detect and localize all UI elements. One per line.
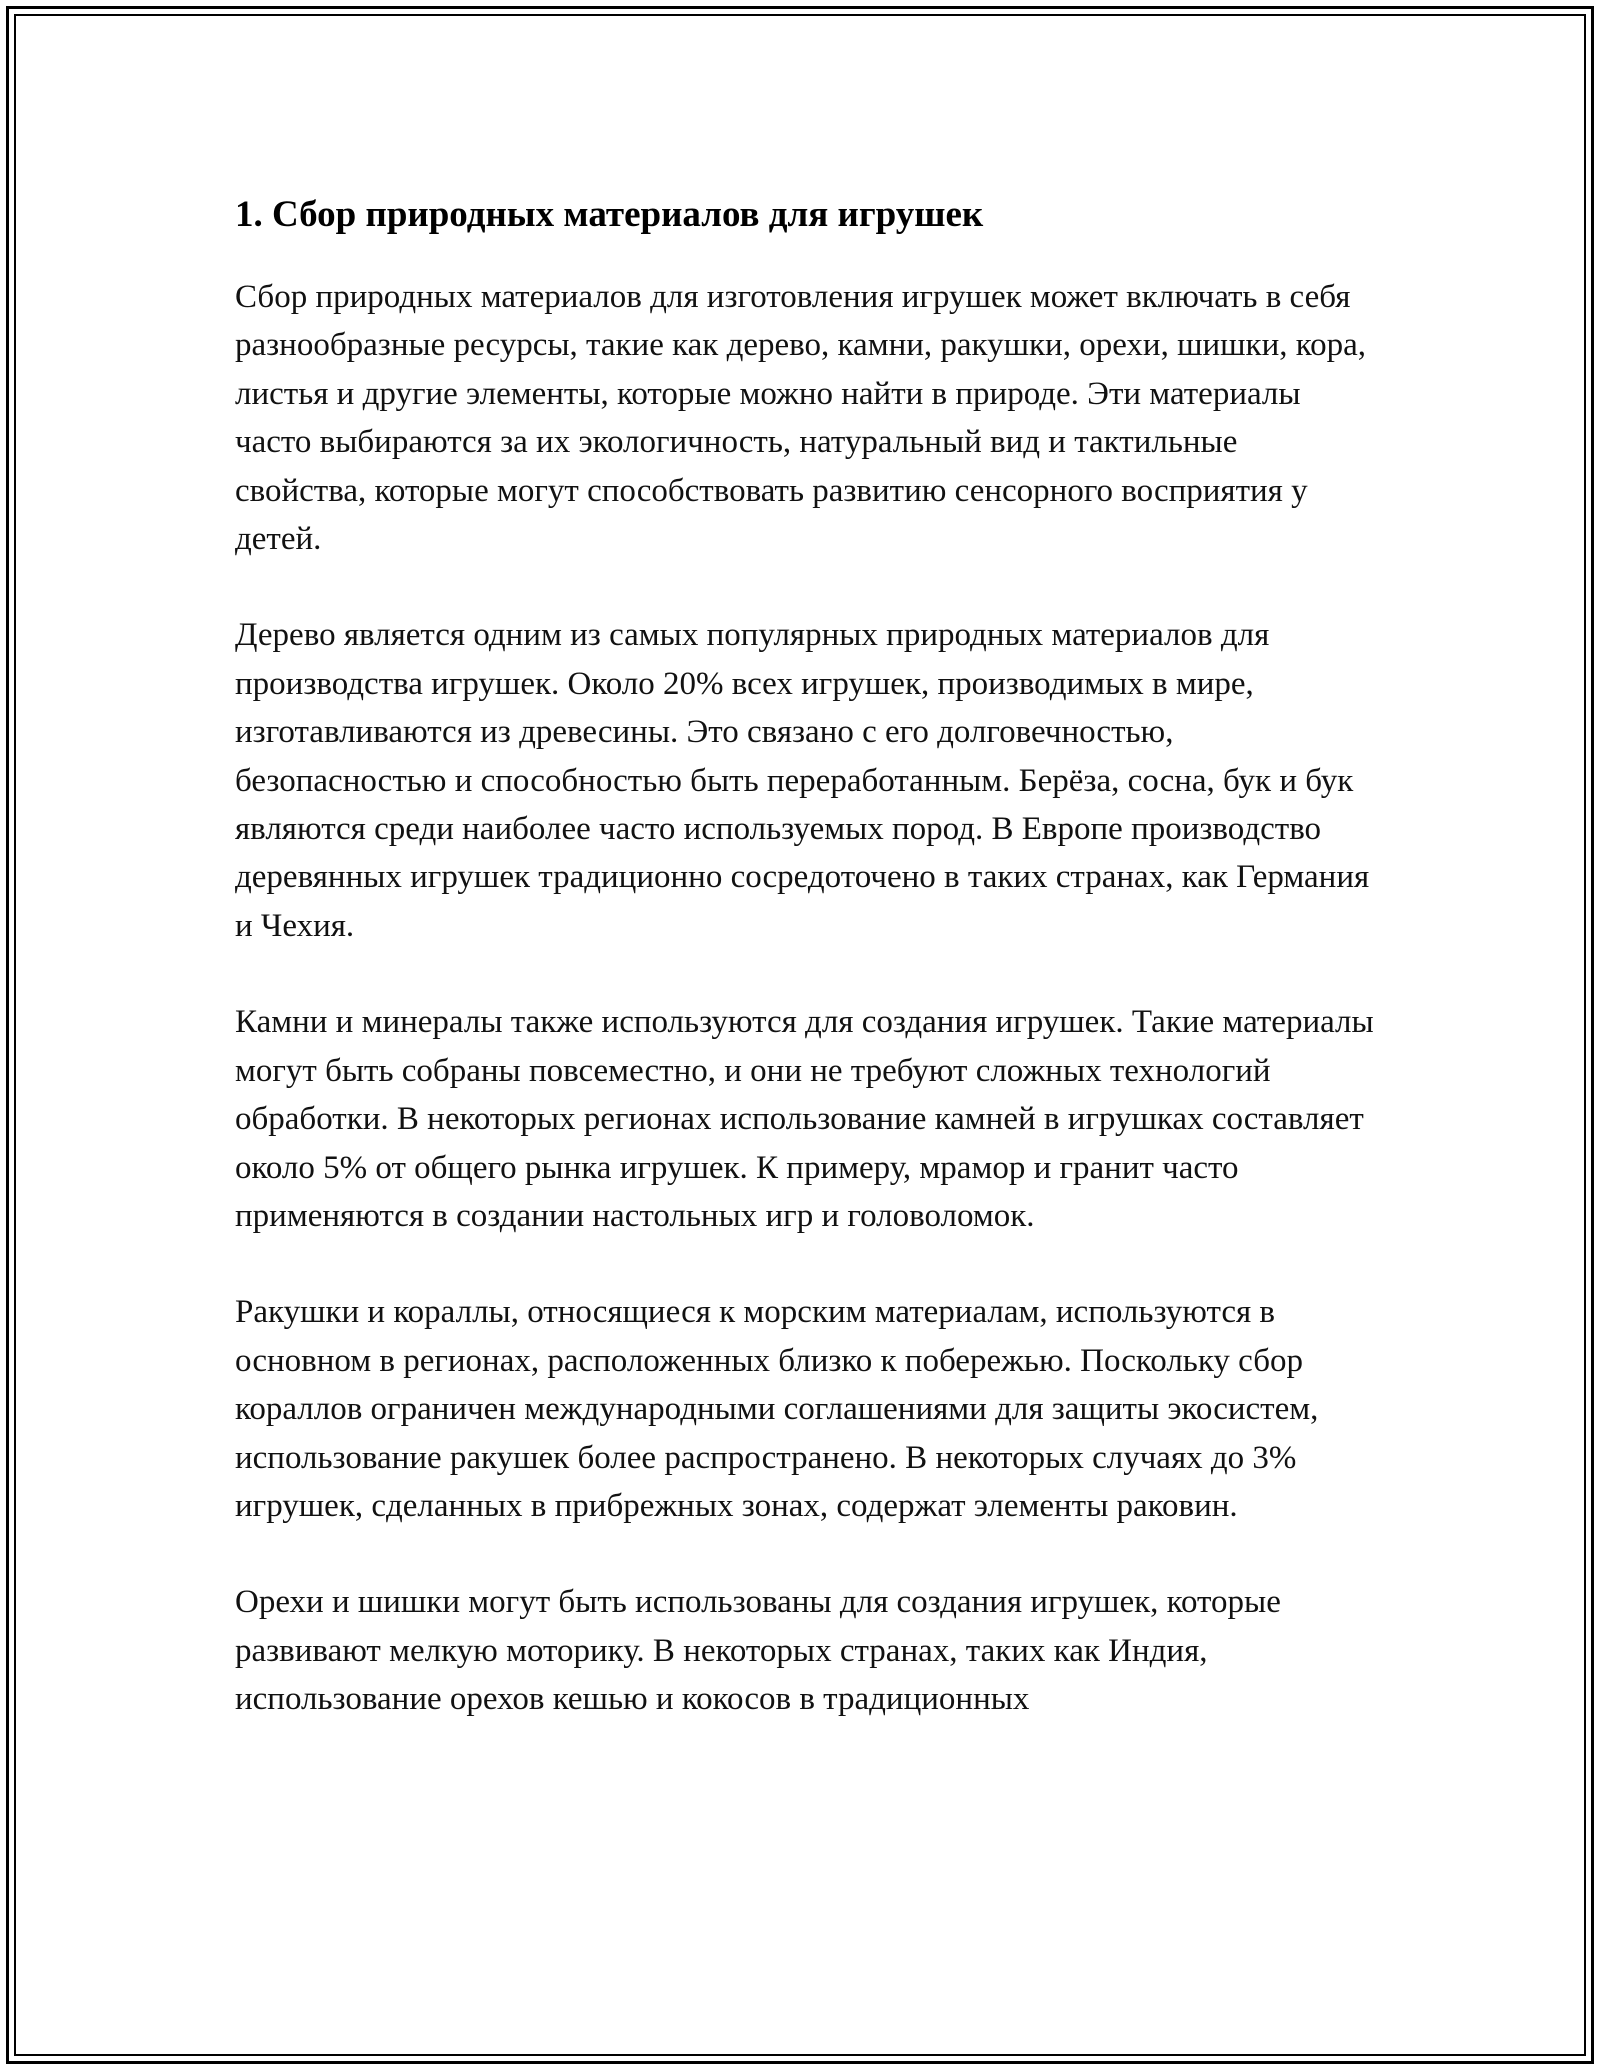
paragraph-wood: Дерево является одним из самых популярных природных материалов для производства игрушек. Около 20% всех игрушек, производимых в мире, изготавливаются из древесины. Это связано с его долговечностью, безопасностью и способностью быть переработанным. Берёза, сосна, бук и бук являются среди наиболее часто используемых пород. В Европе производство деревянных игрушек традиционно сосредоточено в таких странах, как Германия и Чехия. (235, 617, 1370, 944)
section-heading: 1. Сбор природных материалов для игрушек (235, 194, 984, 235)
document-body (235, 185, 1385, 1772)
paragraph-shells: Ракушки и кораллы, относящиеся к морским материалам, используются в основном в регионах, расположенных близко к побережью. Поскольку сбор кораллов ограничен международными соглашениями для защиты экосистем, использование ракушек более распространено. В некоторых случаях до 3% игрушек, сделанных в прибрежных зонах, содержат элементы раковин. (235, 1294, 1319, 1524)
paragraph-intro: Сбор природных материалов для изготовления игрушек может включать в себя разнообразные ресурсы, такие как дерево, камни, ракушки, орехи, шишки, кора, листья и другие элементы, которые можно найти в природе. Эти материалы часто выбираются за их экологичность, натуральный вид и тактильные свойства, которые могут способствовать развитию сенсорного восприятия у детей. (235, 279, 1367, 558)
paragraph-stones: Камни и минералы также используются для создания игрушек. Такие материалы могут быть собраны повсеместно, и они не требуют сложных технологий обработки. В некоторых регионах использование камней в игрушках составляет около 5% от общего рынка игрушек. К примеру, мрамор и гранит часто применяются в создании настольных игр и головоломок. (235, 1004, 1374, 1234)
paragraph-nuts: Орехи и шишки могут быть использованы для создания игрушек, которые развивают мелкую моторику. В некоторых странах, таких как Индия, использование орехов кешью и кокосов в традиционных (235, 1584, 1281, 1718)
